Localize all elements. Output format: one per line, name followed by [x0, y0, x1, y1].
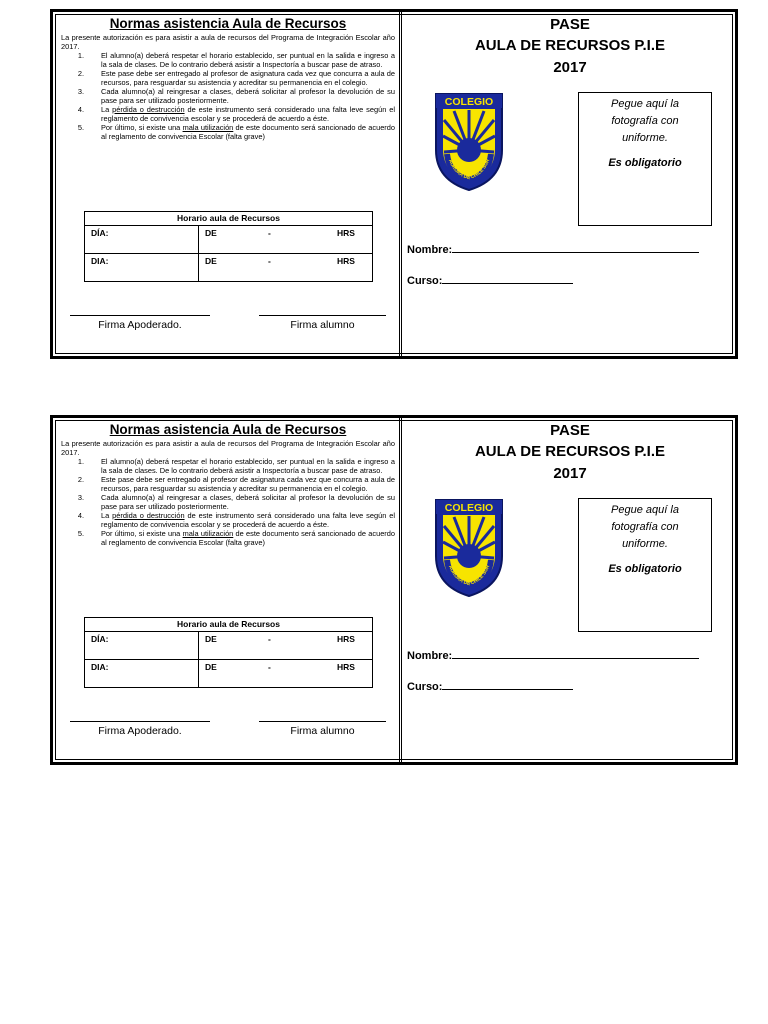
- rule-text-start: La: [101, 511, 113, 520]
- schedule-row[interactable]: [85, 632, 372, 659]
- schedule-de-label: DE: [205, 662, 217, 672]
- rule-item: [61, 87, 395, 105]
- parent-signature-label: Firma Apoderado.: [98, 319, 182, 331]
- rule-text-start: Este pase debe ser entregado al profesor de asignatura cada vez que concurra a aula de recursos, para resguardar su asistencia y acreditar su permanencia en el colegio.: [101, 69, 395, 87]
- schedule-de-label: DE: [205, 634, 217, 644]
- schedule-hrs-label: HRS: [337, 662, 355, 672]
- photo-instruction-line: uniforme.: [622, 538, 668, 550]
- school-shield-logo: [434, 92, 504, 192]
- photo-instruction-line: fotografía con: [611, 115, 679, 127]
- rule-number: 5.: [77, 529, 85, 538]
- rule-item: [61, 475, 395, 493]
- rule-number: 3.: [77, 493, 85, 502]
- photo-instruction-line: Pegue aquí la: [611, 504, 679, 516]
- schedule-hrs-label: HRS: [337, 228, 355, 238]
- rule-text: [101, 87, 395, 105]
- schedule-de-label: DE: [205, 228, 217, 238]
- schedule-day-label: DIA:: [85, 254, 199, 281]
- schedule-day-label: DÍA:: [85, 226, 199, 253]
- pass-year: 2017: [553, 465, 587, 482]
- rule-text: [101, 105, 395, 123]
- schedule-row[interactable]: [85, 659, 372, 687]
- student-signature-label: Firma alumno: [290, 725, 355, 737]
- schedule-hrs-label: HRS: [337, 256, 355, 266]
- rule-text: [101, 51, 395, 69]
- norms-intro: La presente autorización es para asistir a aula de recursos del Programa de Integración Escolar año 2017.: [61, 33, 395, 51]
- pass-title: PASE: [550, 16, 590, 33]
- schedule-row[interactable]: [85, 226, 372, 253]
- student-signature-label: Firma alumno: [290, 319, 355, 331]
- pass-subtitle: AULA DE RECURSOS P.I.E: [474, 37, 666, 54]
- name-label: Nombre:: [407, 244, 453, 256]
- rule-text: [101, 529, 395, 547]
- card-divider: [399, 418, 402, 762]
- rule-text-end: de este instrumento será considerado una falta leve según el reglamento de convivencia escolar y se procederá de acuerdo a éste.: [101, 105, 395, 123]
- course-label: Curso:: [407, 275, 443, 287]
- schedule-title: Horario aula de Recursos: [85, 618, 372, 632]
- schedule-day-label: DÍA:: [85, 632, 199, 659]
- rules-list: [61, 457, 395, 547]
- photo-instruction-line: Pegue aquí la: [611, 98, 679, 110]
- schedule-table: [84, 211, 373, 282]
- parent-signature[interactable]: [70, 315, 210, 331]
- rule-text-underlined: pérdida o destrucción: [112, 511, 185, 520]
- norms-title: Normas asistencia Aula de Recursos: [109, 422, 347, 437]
- pass-panel: [405, 418, 735, 762]
- parent-signature[interactable]: [70, 721, 210, 737]
- pass-title: PASE: [550, 422, 590, 439]
- logo-ring-text: AURORA DE CHILE SUR: [446, 564, 492, 588]
- norms-intro: La presente autorización es para asistir a aula de recursos del Programa de Integración Escolar año 2017.: [61, 439, 395, 457]
- schedule-day-label: DIA:: [85, 660, 199, 687]
- name-field[interactable]: [407, 648, 699, 662]
- rule-text: [101, 475, 395, 493]
- school-shield-logo: [434, 498, 504, 598]
- photo-box[interactable]: [578, 92, 712, 226]
- pass-card: [50, 415, 738, 765]
- parent-signature-label: Firma Apoderado.: [98, 725, 182, 737]
- photo-box[interactable]: [578, 498, 712, 632]
- rule-text-start: Cada alumno(a) al reingresar a clases, deberá solicitar al profesor la devolución de su pase para ser utilizado posteriormente.: [101, 493, 395, 511]
- photo-instruction-line: fotografía con: [611, 521, 679, 533]
- pass-subtitle: AULA DE RECURSOS P.I.E: [474, 443, 666, 460]
- pass-card: [50, 9, 738, 359]
- rule-item: [61, 457, 395, 475]
- schedule-dash: -: [268, 662, 271, 672]
- rule-item: [61, 511, 395, 529]
- rule-text-end: de este instrumento será considerado una falta leve según el reglamento de convivencia escolar y se procederá de acuerdo a éste.: [101, 511, 395, 529]
- norms-panel: [61, 16, 395, 141]
- photo-required-note: Es obligatorio: [608, 563, 682, 575]
- card-divider: [399, 12, 402, 356]
- logo-top-text: COLEGIO: [444, 96, 494, 108]
- rule-text: [101, 511, 395, 529]
- rule-number: 1.: [77, 457, 85, 466]
- rule-item: [61, 123, 395, 141]
- schedule-dash: -: [268, 634, 271, 644]
- student-signature[interactable]: [259, 721, 386, 737]
- name-field[interactable]: [407, 242, 699, 256]
- rule-number: 5.: [77, 123, 85, 132]
- rule-item: [61, 69, 395, 87]
- schedule-row[interactable]: [85, 253, 372, 281]
- pass-year: 2017: [553, 59, 587, 76]
- logo-top-text: COLEGIO: [444, 502, 494, 514]
- student-signature[interactable]: [259, 315, 386, 331]
- course-field[interactable]: [407, 679, 573, 693]
- rule-item: [61, 51, 395, 69]
- rule-text-start: Cada alumno(a) al reingresar a clases, deberá solicitar al profesor la devolución de su pase para ser utilizado posteriormente.: [101, 87, 395, 105]
- rule-item: [61, 529, 395, 547]
- rule-text-start: Por último, si existe una: [101, 529, 183, 538]
- schedule-dash: -: [268, 228, 271, 238]
- rule-number: 3.: [77, 87, 85, 96]
- rule-item: [61, 105, 395, 123]
- rule-text-start: El alumno(a) deberá respetar el horario establecido, ser puntual en la salida e ingreso a la sala de clases. De lo contrario deberá asistir a Inspectoría a buscar pase de atraso.: [101, 51, 395, 69]
- rule-number: 2.: [77, 475, 85, 484]
- photo-required-note: Es obligatorio: [608, 157, 682, 169]
- course-field[interactable]: [407, 273, 573, 287]
- rule-text-underlined: mala utilización: [182, 529, 234, 538]
- rule-text-start: Este pase debe ser entregado al profesor de asignatura cada vez que concurra a aula de recursos, para resguardar su asistencia y acreditar su permanencia en el colegio.: [101, 475, 395, 493]
- schedule-title: Horario aula de Recursos: [85, 212, 372, 226]
- rule-text-underlined: mala utilización: [182, 123, 234, 132]
- norms-panel: [61, 422, 395, 547]
- rule-text-underlined: pérdida o destrucción: [112, 105, 185, 114]
- course-label: Curso:: [407, 681, 443, 693]
- norms-title: Normas asistencia Aula de Recursos: [109, 16, 347, 31]
- schedule-hrs-label: HRS: [337, 634, 355, 644]
- pass-panel: [405, 12, 735, 356]
- name-label: Nombre:: [407, 650, 453, 662]
- rule-text-end: de este documento será sancionado de acuerdo al reglamento de convivencia Escolar (falta grave): [101, 529, 395, 547]
- rules-list: [61, 51, 395, 141]
- rule-item: [61, 493, 395, 511]
- rule-number: 4.: [77, 511, 85, 520]
- logo-ring-text: AURORA DE CHILE SUR: [446, 158, 492, 182]
- rule-number: 4.: [77, 105, 85, 114]
- rule-number: 2.: [77, 69, 85, 78]
- photo-instruction-line: uniforme.: [622, 132, 668, 144]
- rule-text: [101, 493, 395, 511]
- rule-text: [101, 457, 395, 475]
- schedule-table: [84, 617, 373, 688]
- schedule-dash: -: [268, 256, 271, 266]
- rule-text-start: Por último, si existe una: [101, 123, 183, 132]
- rule-number: 1.: [77, 51, 85, 60]
- rule-text: [101, 123, 395, 141]
- rule-text-end: de este documento será sancionado de acuerdo al reglamento de convivencia Escolar (falta grave): [101, 123, 395, 141]
- rule-text-start: El alumno(a) deberá respetar el horario establecido, ser puntual en la salida e ingreso a la sala de clases. De lo contrario deberá asistir a Inspectoría a buscar pase de atraso.: [101, 457, 395, 475]
- rule-text-start: La: [101, 105, 113, 114]
- rule-text: [101, 69, 395, 87]
- schedule-de-label: DE: [205, 256, 217, 266]
